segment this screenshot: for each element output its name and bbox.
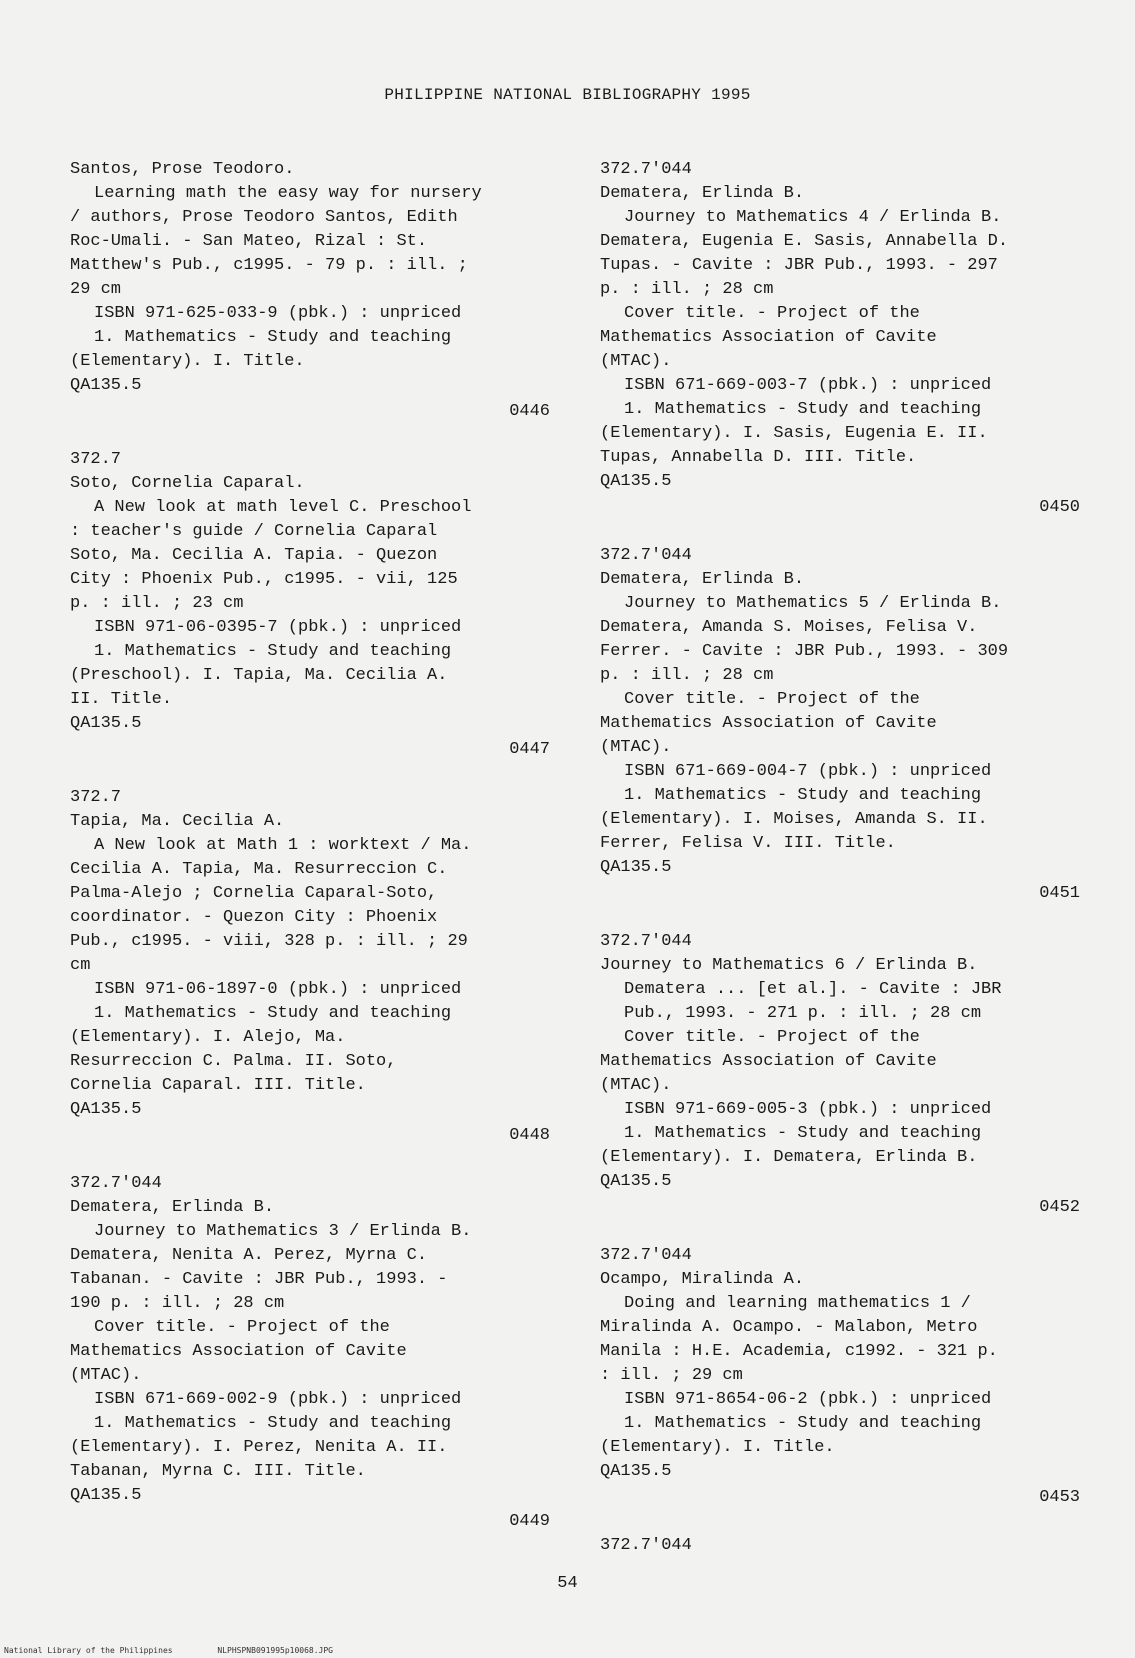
entry-line: (Preschool). I. Tapia, Ma. Cecilia A. [70, 666, 448, 685]
entry-line: QA135.5 [600, 858, 672, 877]
entry-line: QA135.5 [70, 376, 142, 395]
entry-line: QA135.5 [600, 1172, 672, 1191]
entry-line: 1. Mathematics - Study and teaching [94, 328, 452, 347]
entry-line: QA135.5 [600, 472, 672, 491]
bib-entry [70, 448, 550, 762]
entry-number: 0452 [1039, 1198, 1080, 1217]
entry-line: Dematera ... [et al.]. - Cavite : JBR [624, 980, 1002, 999]
entry-number: 0447 [509, 740, 550, 759]
entry-line: Mathematics Association of Cavite [70, 1342, 407, 1361]
entry-number: 0446 [509, 402, 550, 421]
entry-line: (Elementary). I. Title. [70, 352, 305, 371]
entry-line: Tupas. - Cavite : JBR Pub., 1993. - 297 [600, 256, 998, 275]
entry-line: Palma-Alejo ; Cornelia Caparal-Soto, [70, 884, 438, 903]
entry-line: : teacher's guide / Cornelia Caparal [70, 522, 438, 541]
entry-line: 1. Mathematics - Study and teaching [624, 786, 982, 805]
entry-line: Journey to Mathematics 4 / Erlinda B. [624, 208, 1002, 227]
entry-line: ISBN 971-8654-06-2 (pbk.) : unpriced [624, 1390, 992, 1409]
entry-line: Cover title. - Project of the [624, 1028, 920, 1047]
entry-line: (Elementary). I. Sasis, Eugenia E. II. [600, 424, 988, 443]
entry-line: A New look at Math 1 : worktext / Ma. [94, 836, 472, 855]
page-header: PHILIPPINE NATIONAL BIBLIOGRAPHY 1995 [384, 86, 751, 104]
entry-line: (Elementary). I. Alejo, Ma. [70, 1028, 346, 1047]
entry-line: Ferrer, Felisa V. III. Title. [600, 834, 896, 853]
entry-line: p. : ill. ; 28 cm [600, 280, 774, 299]
entry-line: Mathematics Association of Cavite [600, 714, 937, 733]
entry-line: Manila : H.E. Academia, c1992. - 321 p. [600, 1342, 998, 1361]
entry-line: QA135.5 [70, 714, 142, 733]
entry-line: Cecilia A. Tapia, Ma. Resurreccion C. [70, 860, 448, 879]
entry-line: Tapia, Ma. Cecilia A. [70, 812, 285, 831]
entry-line: Soto, Cornelia Caparal. [70, 474, 305, 493]
entry-line: Roc-Umali. - San Mateo, Rizal : St. [70, 232, 428, 251]
entry-line: Miralinda A. Ocampo. - Malabon, Metro [600, 1318, 978, 1337]
entry-number: 0448 [509, 1126, 550, 1145]
entry-line: (MTAC). [600, 1076, 672, 1095]
entry-line: Dematera, Amanda S. Moises, Felisa V. [600, 618, 978, 637]
entry-line: 1. Mathematics - Study and teaching [624, 400, 982, 419]
bib-entry [600, 1244, 1080, 1510]
page-number: 54 [557, 1574, 578, 1593]
entry-line: 29 cm [70, 280, 122, 299]
entry-line: coordinator. - Quezon City : Phoenix [70, 908, 438, 927]
entry-line: (Elementary). I. Perez, Nenita A. II. [70, 1438, 448, 1457]
entry-line: 190 p. : ill. ; 28 cm [70, 1294, 285, 1313]
entry-line: Dematera, Eugenia E. Sasis, Annabella D. [600, 232, 1009, 251]
entry-line: Matthew's Pub., c1995. - 79 p. : ill. ; [70, 256, 468, 275]
entry-line: 1. Mathematics - Study and teaching [624, 1414, 982, 1433]
entry-line: Cornelia Caparal. III. Title. [70, 1076, 366, 1095]
entry-line: ISBN 671-669-002-9 (pbk.) : unpriced [94, 1390, 462, 1409]
entry-line: Resurreccion C. Palma. II. Soto, [70, 1052, 397, 1071]
bib-entry [600, 544, 1080, 906]
entry-line: Mathematics Association of Cavite [600, 1052, 937, 1071]
entry-line: ISBN 971-669-005-3 (pbk.) : unpriced [624, 1100, 992, 1119]
entry-line: ISBN 671-669-004-7 (pbk.) : unpriced [624, 762, 992, 781]
entry-line: Pub., c1995. - viii, 328 p. : ill. ; 29 [70, 932, 468, 951]
entry-line: A New look at math level C. Preschool [94, 498, 472, 517]
entry-line: City : Phoenix Pub., c1995. - vii, 125 [70, 570, 458, 589]
entry-line: ISBN 671-669-003-7 (pbk.) : unpriced [624, 376, 992, 395]
entry-line: (MTAC). [600, 738, 672, 757]
entry-line: (Elementary). I. Title. [600, 1438, 835, 1457]
entry-line: Ocampo, Miralinda A. [600, 1270, 805, 1289]
entry-line: (MTAC). [600, 352, 672, 371]
entry-line: 372.7'044 [600, 1246, 692, 1265]
entry-line: Tupas, Annabella D. III. Title. [600, 448, 917, 467]
entry-line: Doing and learning mathematics 1 / [624, 1294, 971, 1313]
bib-entry [70, 158, 550, 424]
entry-line: 372.7 [70, 450, 122, 469]
entry-line: Soto, Ma. Cecilia A. Tapia. - Quezon [70, 546, 438, 565]
footer-library: National Library of the Philippines [4, 1646, 173, 1655]
entry-line: 1. Mathematics - Study and teaching [94, 642, 452, 661]
entry-line: QA135.5 [70, 1486, 142, 1505]
bib-entry [70, 786, 550, 1148]
entry-line: 1. Mathematics - Study and teaching [94, 1414, 452, 1433]
bib-entry [600, 930, 1080, 1220]
entry-line: Ferrer. - Cavite : JBR Pub., 1993. - 309 [600, 642, 1009, 661]
entry-line: Tabanan, Myrna C. III. Title. [70, 1462, 366, 1481]
entry-line: Dematera, Erlinda B. [600, 184, 805, 203]
entry-line: Cover title. - Project of the [624, 304, 920, 323]
entry-line: 1. Mathematics - Study and teaching [624, 1124, 982, 1143]
entry-line: p. : ill. ; 28 cm [600, 666, 774, 685]
entry-line: : ill. ; 29 cm [600, 1366, 743, 1385]
entry-line: Dematera, Erlinda B. [600, 570, 805, 589]
entry-line: 372.7'044 [70, 1174, 162, 1193]
entry-line: QA135.5 [600, 1462, 672, 1481]
entry-line: 372.7'044 [600, 932, 692, 951]
entry-line: QA135.5 [70, 1100, 142, 1119]
entry-number: 0453 [1039, 1488, 1080, 1507]
entry-line: 1. Mathematics - Study and teaching [94, 1004, 452, 1023]
entry-line: ISBN 971-06-1897-0 (pbk.) : unpriced [94, 980, 462, 999]
bib-entry [70, 1172, 550, 1534]
footer-file: NLPHSPNB091995p10068.JPG [217, 1646, 333, 1655]
bib-entry [600, 158, 1080, 520]
entry-line: p. : ill. ; 23 cm [70, 594, 244, 613]
scan-footer [4, 1646, 373, 1655]
entry-number: 0449 [509, 1512, 550, 1531]
entry-line: Journey to Mathematics 3 / Erlinda B. [94, 1222, 472, 1241]
entry-line: cm [70, 956, 91, 975]
entry-line: Journey to Mathematics 6 / Erlinda B. [600, 956, 978, 975]
entry-number: 0451 [1039, 884, 1080, 903]
entry-line: II. Title. [70, 690, 173, 709]
entry-line: / authors, Prose Teodoro Santos, Edith [70, 208, 458, 227]
entry-line: Cover title. - Project of the [94, 1318, 390, 1337]
entry-line: (Elementary). I. Moises, Amanda S. II. [600, 810, 988, 829]
entry-line: (Elementary). I. Dematera, Erlinda B. [600, 1148, 978, 1167]
left-column [70, 158, 550, 1558]
entry-line: 372.7'044 [600, 546, 692, 565]
trailing-class-number: 372.7'044 [600, 1536, 692, 1555]
entry-line: ISBN 971-625-033-9 (pbk.) : unpriced [94, 304, 462, 323]
entry-line: ISBN 971-06-0395-7 (pbk.) : unpriced [94, 618, 462, 637]
entry-line: Tabanan. - Cavite : JBR Pub., 1993. - [70, 1270, 448, 1289]
entry-line: Mathematics Association of Cavite [600, 328, 937, 347]
entry-line: Santos, Prose Teodoro. [70, 160, 295, 179]
entry-number: 0450 [1039, 498, 1080, 517]
entry-line: 372.7'044 [600, 160, 692, 179]
entry-line: (MTAC). [70, 1366, 142, 1385]
entry-line: Pub., 1993. - 271 p. : ill. ; 28 cm [624, 1004, 982, 1023]
entry-line: Journey to Mathematics 5 / Erlinda B. [624, 594, 1002, 613]
entry-line: Dematera, Erlinda B. [70, 1198, 275, 1217]
right-column [600, 158, 1080, 1558]
entry-line: Learning math the easy way for nursery [94, 184, 482, 203]
entry-line: Cover title. - Project of the [624, 690, 920, 709]
entry-line: Dematera, Nenita A. Perez, Myrna C. [70, 1246, 428, 1265]
entry-line: 372.7 [70, 788, 122, 807]
